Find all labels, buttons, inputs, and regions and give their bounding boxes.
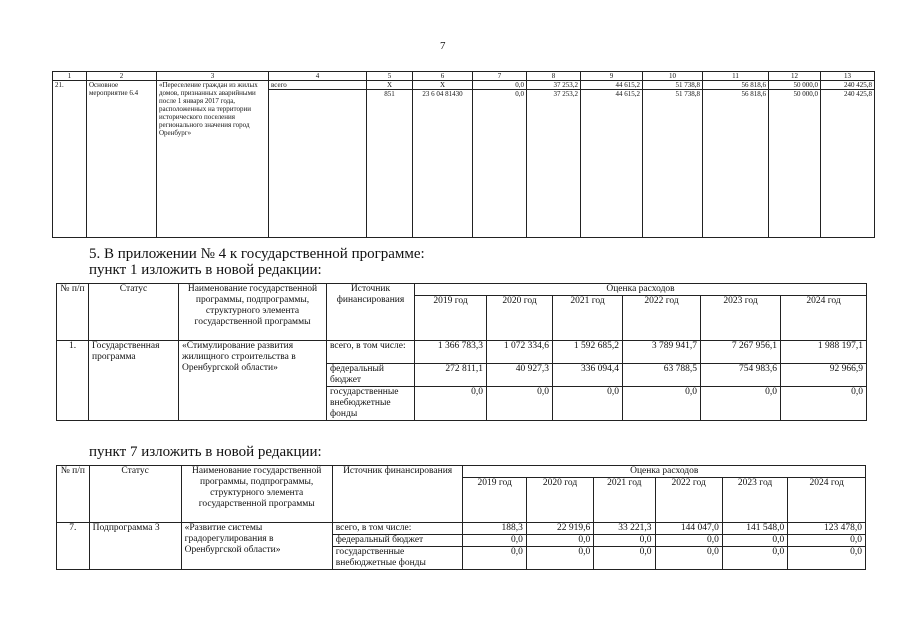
expenses-table-continued <box>52 71 875 238</box>
col-number: 3 <box>157 72 269 81</box>
col-no-header: № п/п <box>57 284 89 341</box>
value-cell: 240 425,8 <box>821 81 875 90</box>
value-cell: X <box>367 81 413 90</box>
table-row <box>57 341 867 364</box>
col-number: 4 <box>269 72 367 81</box>
expenses-estimate-table-item-1 <box>56 283 867 421</box>
source-cell: государственные внебюджетные фонды <box>332 547 463 570</box>
value-cell: 0,0 <box>415 387 487 421</box>
row-status: Государственная программа <box>89 341 179 421</box>
row-name: «Переселение граждан из жилых домов, признанных аварийными после 1 января 2017 года, расположенных на территории исторического поселения регионального значения город Оренбург» <box>157 81 269 238</box>
col-number: 13 <box>821 72 875 81</box>
value-cell: X <box>413 81 473 90</box>
value-cell: 1 592 685,2 <box>553 341 623 364</box>
source-cell: государственные внебюджетные фонды <box>327 387 415 421</box>
row-status: Подпрограмма 3 <box>89 523 181 570</box>
year-header: 2023 год <box>722 478 787 523</box>
value-cell: 0,0 <box>781 387 867 421</box>
row-name: «Развитие системы градорегулирования в Оренбургской области» <box>181 523 332 570</box>
year-header: 2019 год <box>463 478 526 523</box>
row-name: «Стимулирование развития жилищного строительства в Оренбургской области» <box>179 341 327 421</box>
source-cell: всего <box>269 81 367 90</box>
year-header: 2021 год <box>594 478 655 523</box>
col-no-header: № п/п <box>57 466 90 523</box>
expenses-estimate-table-item-7 <box>56 465 866 570</box>
source-cell: федеральный бюджет <box>332 535 463 547</box>
source-cell <box>269 90 367 238</box>
value-cell: 22 919,6 <box>526 523 593 535</box>
value-cell: 0,0 <box>463 535 526 547</box>
year-header: 2021 год <box>553 296 623 341</box>
source-cell: всего, в том числе: <box>332 523 463 535</box>
row-number: 1. <box>57 341 89 421</box>
value-cell: 272 811,1 <box>415 364 487 387</box>
col-status-header: Статус <box>89 466 181 523</box>
year-header: 2020 год <box>487 296 553 341</box>
value-cell: 1 072 334,6 <box>487 341 553 364</box>
year-header: 2024 год <box>781 296 867 341</box>
item-heading: пункт 7 изложить в новой редакции: <box>89 444 322 460</box>
value-cell: 50 000,0 <box>769 81 821 90</box>
col-number: 2 <box>87 72 157 81</box>
value-cell: 0,0 <box>526 535 593 547</box>
year-header: 2022 год <box>655 478 722 523</box>
item-heading: пункт 1 изложить в новой редакции: <box>89 262 322 278</box>
row-number: 21. <box>53 81 87 238</box>
value-cell: 336 094,4 <box>553 364 623 387</box>
col-number: 6 <box>413 72 473 81</box>
column-numbers-row <box>53 72 875 81</box>
year-header: 2019 год <box>415 296 487 341</box>
col-estimate-header: Оценка расходов <box>415 284 867 296</box>
col-number: 8 <box>527 72 581 81</box>
table-row <box>57 523 866 535</box>
value-cell: 144 047,0 <box>655 523 722 535</box>
value-cell: 0,0 <box>722 547 787 570</box>
value-cell: 63 788,5 <box>623 364 701 387</box>
value-cell: 0,0 <box>594 547 655 570</box>
year-header: 2020 год <box>526 478 593 523</box>
value-cell: 0,0 <box>655 535 722 547</box>
value-cell: 56 818,6 <box>703 81 769 90</box>
value-cell: 44 615,2 <box>581 90 643 238</box>
col-status-header: Статус <box>89 284 179 341</box>
value-cell: 188,3 <box>463 523 526 535</box>
col-name-header: Наименование государственной программы, подпрограммы, структурного элемента государственной программы <box>179 284 327 341</box>
section-heading: 5. В приложении № 4 к государственной программе: <box>89 246 425 262</box>
col-estimate-header: Оценка расходов <box>463 466 866 478</box>
value-cell: 0,0 <box>526 547 593 570</box>
value-cell: 7 267 956,1 <box>701 341 781 364</box>
col-number: 10 <box>643 72 703 81</box>
col-number: 11 <box>703 72 769 81</box>
value-cell: 92 966,9 <box>781 364 867 387</box>
year-header: 2022 год <box>623 296 701 341</box>
row-status: Основное мероприятие 6.4 <box>87 81 157 238</box>
col-number: 7 <box>473 72 527 81</box>
value-cell: 37 253,2 <box>527 90 581 238</box>
value-cell: 23 6 04 81430 <box>413 90 473 238</box>
value-cell: 123 478,0 <box>788 523 866 535</box>
value-cell: 51 738,8 <box>643 90 703 238</box>
value-cell: 851 <box>367 90 413 238</box>
value-cell: 0,0 <box>788 535 866 547</box>
value-cell: 0,0 <box>473 81 527 90</box>
source-cell: федеральный бюджет <box>327 364 415 387</box>
value-cell: 0,0 <box>722 535 787 547</box>
header-row <box>57 466 866 478</box>
value-cell: 1 366 783,3 <box>415 341 487 364</box>
value-cell: 0,0 <box>623 387 701 421</box>
value-cell: 141 548,0 <box>722 523 787 535</box>
value-cell: 0,0 <box>788 547 866 570</box>
value-cell: 33 221,3 <box>594 523 655 535</box>
value-cell: 0,0 <box>701 387 781 421</box>
value-cell: 0,0 <box>473 90 527 238</box>
value-cell: 3 789 941,7 <box>623 341 701 364</box>
col-number: 5 <box>367 72 413 81</box>
header-row <box>57 284 867 296</box>
col-number: 1 <box>53 72 87 81</box>
table-row <box>53 81 875 90</box>
value-cell: 0,0 <box>463 547 526 570</box>
value-cell: 240 425,8 <box>821 90 875 238</box>
value-cell: 0,0 <box>553 387 623 421</box>
value-cell: 754 983,6 <box>701 364 781 387</box>
source-cell: всего, в том числе: <box>327 341 415 364</box>
year-header: 2023 год <box>701 296 781 341</box>
page-number: 7 <box>440 40 446 52</box>
value-cell: 0,0 <box>594 535 655 547</box>
col-number: 9 <box>581 72 643 81</box>
value-cell: 51 738,8 <box>643 81 703 90</box>
value-cell: 56 818,6 <box>703 90 769 238</box>
col-name-header: Наименование государственной программы, подпрограммы, структурного элемента государственной программы <box>181 466 332 523</box>
col-number: 12 <box>769 72 821 81</box>
value-cell: 1 988 197,1 <box>781 341 867 364</box>
col-source-header: Источник финансирования <box>327 284 415 341</box>
year-header: 2024 год <box>788 478 866 523</box>
col-source-header: Источник финансирования <box>332 466 463 523</box>
value-cell: 40 927,3 <box>487 364 553 387</box>
value-cell: 0,0 <box>487 387 553 421</box>
row-number: 7. <box>57 523 90 570</box>
value-cell: 37 253,2 <box>527 81 581 90</box>
value-cell: 0,0 <box>655 547 722 570</box>
value-cell: 44 615,2 <box>581 81 643 90</box>
value-cell: 50 000,0 <box>769 90 821 238</box>
